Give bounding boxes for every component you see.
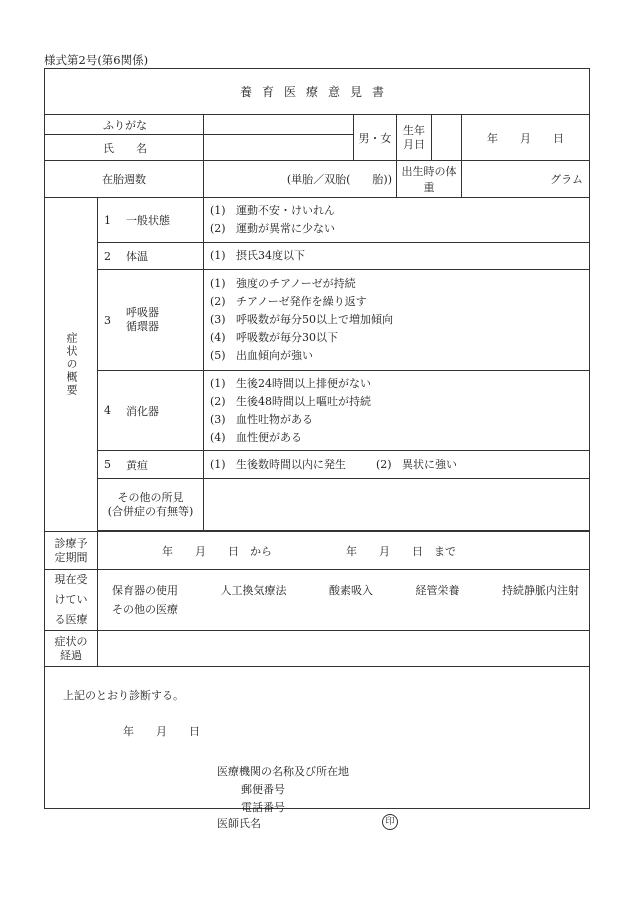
treatment-oxygen[interactable]: 酸素吸入 [329, 584, 373, 597]
doctor-label: 医師氏名 [217, 817, 261, 830]
diagnosis-statement: 上記のとおり診断する。 [63, 689, 184, 702]
seal-icon: 印 [382, 814, 398, 830]
treatment-iv-infusion[interactable]: 持続静脈内注射 [502, 584, 579, 597]
symptom-category-4: 4 消化器 [98, 371, 204, 451]
period-to: 年 月 日 まで [346, 544, 456, 558]
course-label: 症状の 経過 [45, 631, 98, 667]
symptom-category-2: 2 体温 [98, 243, 204, 270]
form-title: 養育医療意見書 [45, 69, 590, 115]
other-findings-label: その他の所見 (合併症の有無等) [98, 479, 204, 531]
period-label: 診療予 定期間 [45, 532, 98, 570]
sign-date[interactable]: 年 月 日 [123, 725, 200, 738]
furigana-label: ふりがな [45, 115, 204, 135]
medical-opinion-form [44, 68, 590, 830]
birth-weight-field[interactable]: グラム [462, 161, 590, 198]
symptom-items-2[interactable]: (1) 摂氏34度以下 [204, 243, 590, 270]
period-from: 年 月 日 から [162, 544, 272, 558]
birth-date-label: 生年 月日 [397, 115, 432, 161]
blank-cell [432, 115, 462, 161]
gestation-label: 在胎週数 [45, 161, 204, 198]
sex-field[interactable]: 男・女 [354, 115, 397, 161]
treatment-incubator[interactable]: 保育器の使用 [112, 584, 178, 597]
current-treatment-label: 現在受 けてい る医療 [45, 570, 98, 631]
institution-label: 医療機関の名称及び所在地 [217, 765, 349, 778]
form-number: 様式第2号(第6関係) [44, 53, 149, 67]
furigana-field[interactable] [204, 115, 354, 135]
name-label: 氏 名 [45, 135, 204, 161]
name-field[interactable] [204, 135, 354, 161]
phone-label: 電話番号 [241, 801, 285, 814]
symptom-items-5[interactable]: (1) 生後数時間以内に発生 (2) 異状に強い [204, 451, 590, 479]
symptom-category-1: 1 一般状態 [98, 198, 204, 243]
symptom-category-5: 5 黄疸 [98, 451, 204, 479]
postal-label: 郵便番号 [241, 783, 285, 796]
other-findings-field[interactable] [204, 479, 590, 531]
symptoms-label: 症状の概要 [65, 332, 78, 397]
birth-date-field[interactable]: 年 月 日 [462, 115, 590, 161]
gestation-value[interactable]: (単胎／双胎( 胎)) [204, 161, 397, 198]
symptom-category-3: 3 呼吸器 循環器 [98, 270, 204, 371]
course-field[interactable] [98, 631, 590, 667]
symptom-items-4[interactable]: (1) 生後24時間以上排便がない (2) 生後48時間以上嘔吐が持続 (3) 血性吐物がある (4) 血性便がある [204, 371, 590, 451]
period-field[interactable] [98, 532, 590, 570]
diagnosis-section [45, 667, 590, 830]
symptom-items-1[interactable]: (1) 運動不安・けいれん (2) 運動が異常に少ない [204, 198, 590, 243]
treatment-tube-feeding[interactable]: 経管栄養 [415, 584, 460, 597]
birth-weight-label: 出生時の体重 [397, 161, 462, 198]
current-treatment-field[interactable] [98, 570, 590, 631]
symptom-items-3[interactable]: (1) 強度のチアノーゼが持続 (2) チアノーゼ発作を繰り返す (3) 呼吸数が毎分50以上で増加傾向 (4) 呼吸数が毎分30以下 (5) 出血傾向が強い [204, 270, 590, 371]
treatment-ventilation[interactable]: 人工換気療法 [220, 584, 287, 597]
treatment-other[interactable]: その他の医療 [112, 603, 178, 616]
symptoms-label-cell [45, 198, 98, 532]
